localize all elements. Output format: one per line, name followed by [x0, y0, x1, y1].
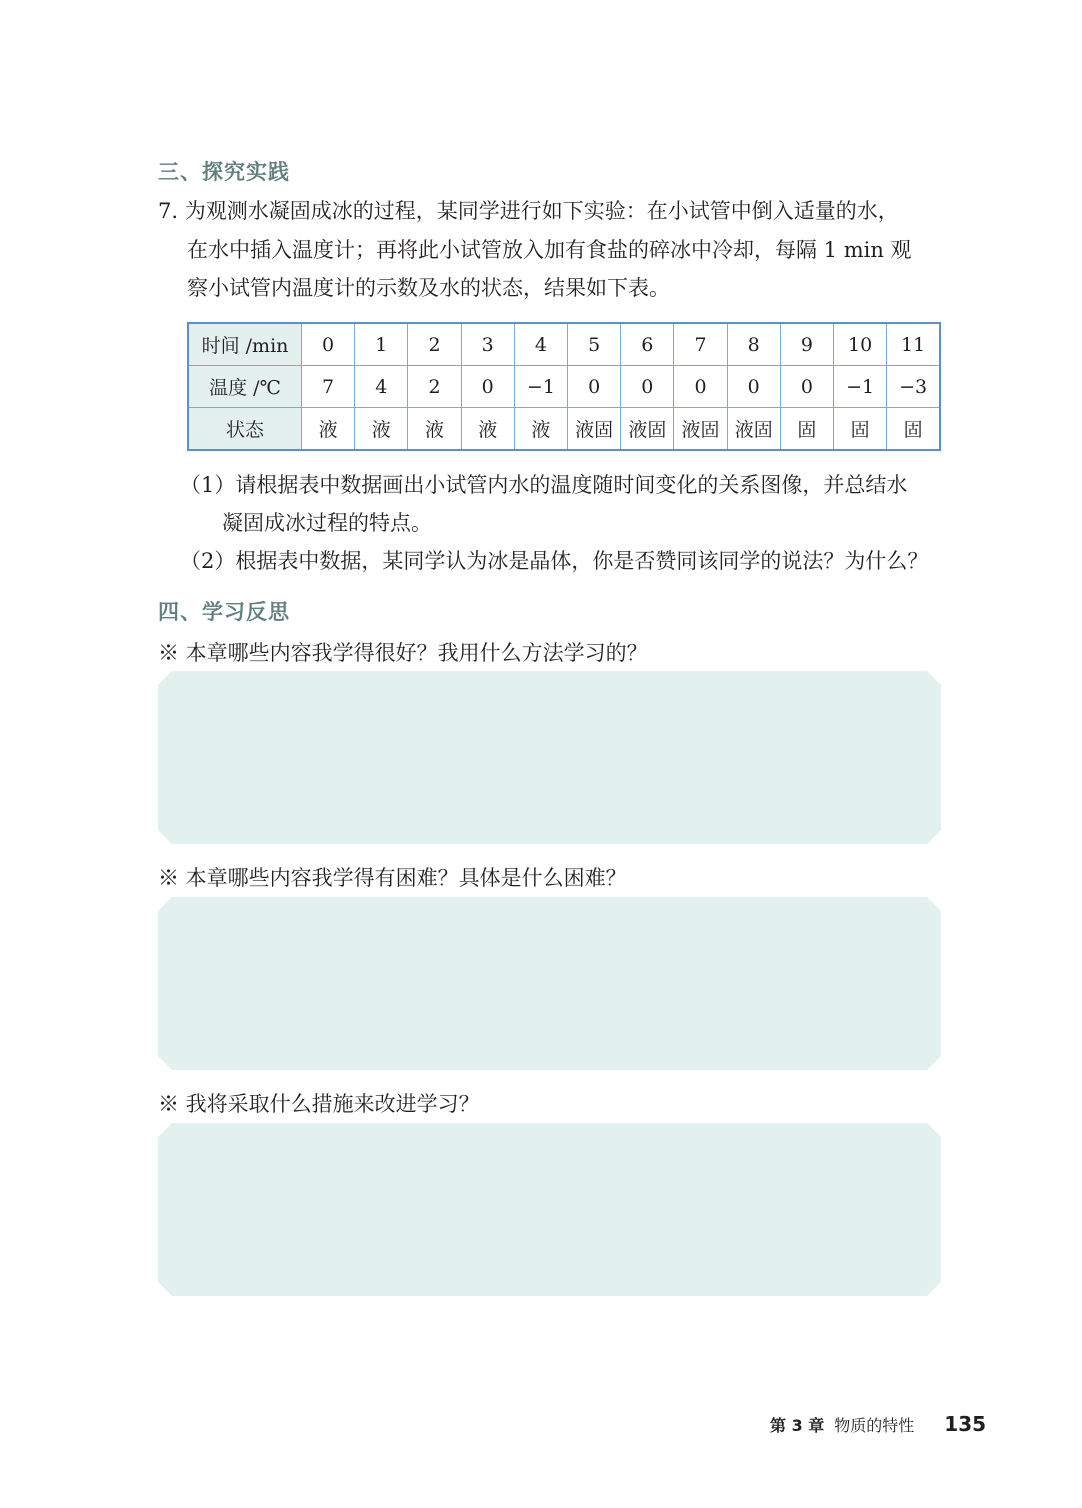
- table-cell: 0: [621, 366, 674, 408]
- table-cell: 0: [780, 366, 833, 408]
- reflection-prompt-1: ※ 本章哪些内容我学得很好？我用什么方法学习的？: [158, 641, 648, 665]
- sub-question-2-line: （2）根据表中数据，某同学认为冰是晶体，你是否赞同该同学的说法？为什么？: [180, 549, 929, 573]
- table-cell: 1: [355, 323, 408, 366]
- data-table: [187, 322, 941, 451]
- table-cell: 0: [727, 366, 780, 408]
- section-heading-reflection: 四、学习反思: [158, 600, 290, 624]
- table-cell: 4: [355, 366, 408, 408]
- table-cell: 10: [834, 323, 887, 366]
- table-cell: 4: [514, 323, 567, 366]
- table-cell: 7: [674, 323, 727, 366]
- table-row-header: 温度 /℃: [188, 366, 302, 408]
- sub-question-2: [180, 542, 950, 580]
- table-cell: 固: [887, 408, 940, 451]
- table-cell: 0: [568, 366, 621, 408]
- table-row: [188, 408, 940, 451]
- table-cell: 2: [408, 323, 461, 366]
- table-cell: 9: [780, 323, 833, 366]
- table-row-header: 时间 /min: [188, 323, 302, 366]
- answer-box-1[interactable]: [158, 671, 941, 844]
- sub-question-1: [180, 466, 950, 542]
- table-cell: 0: [302, 323, 355, 366]
- table-cell: 液: [302, 408, 355, 451]
- table-cell: 6: [621, 323, 674, 366]
- table-cell: 11: [887, 323, 940, 366]
- section-heading-practice: 三、探究实践: [158, 160, 290, 184]
- table-cell: 液固: [621, 408, 674, 451]
- table-cell: 0: [674, 366, 727, 408]
- table-row: [188, 366, 940, 408]
- table-cell: 液固: [568, 408, 621, 451]
- table-cell: −1: [834, 366, 887, 408]
- table-cell: 液: [514, 408, 567, 451]
- table-cell: 0: [461, 366, 514, 408]
- table-cell: 液固: [674, 408, 727, 451]
- answer-box-2[interactable]: [158, 897, 941, 1070]
- reflection-prompt-2: ※ 本章哪些内容我学得有困难？具体是什么困难？: [158, 866, 627, 890]
- table-cell: 固: [834, 408, 887, 451]
- footer-chapter: 第 3 章: [770, 1416, 825, 1435]
- table-cell: 8: [727, 323, 780, 366]
- table-cell: 液: [408, 408, 461, 451]
- question-7-line-2: 在水中插入温度计；再将此小试管放入加有食盐的碎冰中冷却，每隔 1 min 观: [187, 237, 912, 262]
- footer-chapter-title: 物质的特性: [834, 1416, 915, 1435]
- table-cell: 液: [461, 408, 514, 451]
- table-row-header: 状态: [188, 408, 302, 451]
- question-7-line-1: 7. 为观测水凝固成冰的过程，某同学进行如下实验：在小试管中倒入适量的水，: [158, 199, 899, 223]
- table-cell: 5: [568, 323, 621, 366]
- table-cell: 3: [461, 323, 514, 366]
- table-cell: 2: [408, 366, 461, 408]
- table-cell: −3: [887, 366, 940, 408]
- answer-box-3[interactable]: [158, 1123, 941, 1296]
- sub-question-1-line-1: （1）请根据表中数据画出小试管内水的温度随时间变化的关系图像，并总结水: [180, 473, 908, 497]
- table-cell: 液: [355, 408, 408, 451]
- table-row: [188, 323, 940, 366]
- page-footer: [770, 1412, 986, 1436]
- table-cell: 7: [302, 366, 355, 408]
- table-cell: −1: [514, 366, 567, 408]
- sub-question-1-line-2: 凝固成冰过程的特点。: [222, 511, 432, 535]
- reflection-prompt-3: ※ 我将采取什么措施来改进学习？: [158, 1092, 480, 1116]
- page-number: 135: [944, 1412, 987, 1436]
- question-7-line-3: 察小试管内温度计的示数及水的状态，结果如下表。: [187, 276, 670, 300]
- table-cell: 固: [780, 408, 833, 451]
- table-cell: 液固: [727, 408, 780, 451]
- question-7: [158, 192, 948, 308]
